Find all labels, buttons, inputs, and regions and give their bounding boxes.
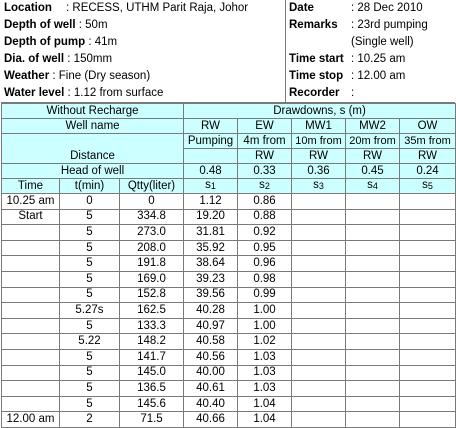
time-cell: 12.00 am <box>2 412 60 428</box>
qtty-cell: 0 <box>120 194 184 210</box>
time-cell <box>2 318 60 334</box>
s2-cell: 0.96 <box>238 256 292 272</box>
header-row-head <box>2 164 456 179</box>
label: Remarks <box>289 19 338 31</box>
s2-cell: 0.92 <box>238 225 292 241</box>
label: Weather <box>4 70 50 82</box>
s3-cell <box>292 334 346 350</box>
type-ow: 35m from <box>400 134 456 149</box>
time-cell <box>2 256 60 272</box>
time-cell <box>2 334 60 350</box>
s3-cell <box>292 396 346 412</box>
qtty-cell: 133.3 <box>120 318 184 334</box>
value: (Single well) <box>351 36 414 48</box>
value: : RECESS, UTHM Parit Raja, Johor <box>66 2 249 14</box>
s2-cell: 1.04 <box>238 396 292 412</box>
info-dia-well <box>1 51 285 68</box>
s5-cell <box>400 396 456 412</box>
info-date <box>286 0 455 17</box>
info-recorder <box>286 85 455 102</box>
s5-cell <box>400 349 456 365</box>
s-subscript: 1 <box>210 181 216 191</box>
type2-rw <box>184 149 238 164</box>
tmin-cell: 0 <box>60 194 120 210</box>
table-row <box>2 396 456 412</box>
s3-cell <box>292 240 346 256</box>
s2-cell: 1.03 <box>238 349 292 365</box>
value: : 23rd pumping <box>351 19 428 31</box>
tmin-cell: 5.27s <box>60 303 120 319</box>
s1-cell: 39.56 <box>184 287 238 303</box>
table-row <box>2 365 456 381</box>
s4-cell <box>346 349 400 365</box>
table-row <box>2 225 456 241</box>
table-row <box>2 256 456 272</box>
s4-cell <box>346 303 400 319</box>
info-right <box>286 0 455 102</box>
qtty-cell: 273.0 <box>120 225 184 241</box>
info-location <box>1 0 285 17</box>
head-mw1: 0.36 <box>292 164 346 179</box>
s1-cell: 40.40 <box>184 396 238 412</box>
qtty-cell: 162.5 <box>120 303 184 319</box>
s3-cell <box>292 256 346 272</box>
s4-cell <box>346 240 400 256</box>
table-row <box>2 412 456 428</box>
table-row <box>2 318 456 334</box>
s4-cell <box>346 225 400 241</box>
tmin-cell: 5 <box>60 287 120 303</box>
col-s3 <box>292 179 346 194</box>
s1-cell: 40.66 <box>184 412 238 428</box>
s3-cell <box>292 349 346 365</box>
s4-cell <box>346 396 400 412</box>
s-symbol: s <box>205 179 211 191</box>
label: Date <box>289 2 314 14</box>
drawdown-table <box>1 103 456 428</box>
well-ow: OW <box>400 119 456 134</box>
col-qtty: Qtty(liter) <box>120 179 184 194</box>
well-mw2: MW2 <box>346 119 400 134</box>
header-row-type-1 <box>2 134 456 149</box>
s3-cell <box>292 209 346 225</box>
without-recharge-cell: Without Recharge <box>2 104 184 119</box>
head-ew: 0.33 <box>238 164 292 179</box>
s5-cell <box>400 209 456 225</box>
qtty-cell: 208.0 <box>120 240 184 256</box>
s5-cell <box>400 365 456 381</box>
header-row-1 <box>2 104 456 119</box>
info-left <box>1 0 286 102</box>
s4-cell <box>346 194 400 210</box>
head-of-well-label: Head of well <box>2 164 184 179</box>
value: : 41m <box>88 36 118 48</box>
s5-cell <box>400 318 456 334</box>
type-ew: 4m from <box>238 134 292 149</box>
time-cell <box>2 303 60 319</box>
info-time-start <box>286 51 455 68</box>
qtty-cell: 141.7 <box>120 349 184 365</box>
s3-cell <box>292 271 346 287</box>
qtty-cell: 145.0 <box>120 365 184 381</box>
col-s5 <box>400 179 456 194</box>
head-mw2: 0.45 <box>346 164 400 179</box>
s3-cell <box>292 365 346 381</box>
s-symbol: s <box>259 179 265 191</box>
s5-cell <box>400 412 456 428</box>
s2-cell: 1.04 <box>238 412 292 428</box>
s3-cell <box>292 225 346 241</box>
s-subscript: 4 <box>372 181 378 191</box>
s3-cell <box>292 412 346 428</box>
head-ow: 0.24 <box>400 164 456 179</box>
time-cell <box>2 225 60 241</box>
data-body <box>2 194 456 428</box>
s2-cell: 1.03 <box>238 381 292 397</box>
s2-cell: 0.98 <box>238 271 292 287</box>
time-cell <box>2 349 60 365</box>
s5-cell <box>400 334 456 350</box>
time-cell <box>2 240 60 256</box>
s3-cell <box>292 381 346 397</box>
s5-cell <box>400 287 456 303</box>
s-subscript: 5 <box>427 181 433 191</box>
well-name-label: Well name <box>2 119 184 134</box>
tmin-cell: 5 <box>60 209 120 225</box>
s2-cell: 0.86 <box>238 194 292 210</box>
info-block <box>1 0 455 103</box>
type-rw: Pumping <box>184 134 238 149</box>
table-row <box>2 287 456 303</box>
s4-cell <box>346 209 400 225</box>
table-row <box>2 271 456 287</box>
col-s4 <box>346 179 400 194</box>
col-time: Time <box>2 179 60 194</box>
tmin-cell: 5 <box>60 381 120 397</box>
s2-cell: 1.00 <box>238 303 292 319</box>
type2-ow: RW <box>400 149 456 164</box>
qtty-cell: 191.8 <box>120 256 184 272</box>
s2-cell: 0.95 <box>238 240 292 256</box>
info-remarks-2 <box>286 34 455 51</box>
s4-cell <box>346 381 400 397</box>
table-row <box>2 349 456 365</box>
tmin-cell: 5 <box>60 240 120 256</box>
s2-cell: 1.00 <box>238 318 292 334</box>
tmin-cell: 5 <box>60 256 120 272</box>
s-symbol: s <box>422 179 428 191</box>
time-cell: Start <box>2 209 60 225</box>
label: Location <box>4 2 52 14</box>
s-symbol: s <box>313 179 319 191</box>
tmin-cell: 2 <box>60 412 120 428</box>
s1-cell: 38.64 <box>184 256 238 272</box>
type-mw1: 10m from <box>292 134 346 149</box>
time-cell: 10.25 am <box>2 194 60 210</box>
time-cell <box>2 271 60 287</box>
label: Dia. of well <box>4 53 65 65</box>
label: Depth of well <box>4 19 76 31</box>
info-time-stop <box>286 68 455 85</box>
s2-cell: 1.03 <box>238 365 292 381</box>
s5-cell <box>400 256 456 272</box>
s1-cell: 39.23 <box>184 271 238 287</box>
s-subscript: 3 <box>318 181 324 191</box>
time-cell <box>2 381 60 397</box>
value: : 50m <box>78 19 108 31</box>
s1-cell: 40.58 <box>184 334 238 350</box>
col-s1 <box>184 179 238 194</box>
tmin-cell: 5 <box>60 318 120 334</box>
info-water-level <box>1 85 285 102</box>
type2-mw2: RW <box>346 149 400 164</box>
s4-cell <box>346 334 400 350</box>
table-row <box>2 303 456 319</box>
col-tmin: t(min) <box>60 179 120 194</box>
s1-cell: 1.12 <box>184 194 238 210</box>
s-symbol: s <box>367 179 373 191</box>
table-row <box>2 240 456 256</box>
time-cell <box>2 365 60 381</box>
s1-cell: 40.28 <box>184 303 238 319</box>
qtty-cell: 136.5 <box>120 381 184 397</box>
s5-cell <box>400 271 456 287</box>
qtty-cell: 145.6 <box>120 396 184 412</box>
s1-cell: 40.61 <box>184 381 238 397</box>
label: Water level <box>4 87 65 99</box>
label: Depth of pump <box>4 36 86 48</box>
value: : 10.25 am <box>351 53 406 65</box>
value: : 1.12 from surface <box>67 87 164 99</box>
qtty-cell: 169.0 <box>120 271 184 287</box>
s1-cell: 31.81 <box>184 225 238 241</box>
s5-cell <box>400 303 456 319</box>
qtty-cell: 71.5 <box>120 412 184 428</box>
tmin-cell: 5 <box>60 396 120 412</box>
tmin-cell: 5 <box>60 349 120 365</box>
s1-cell: 40.97 <box>184 318 238 334</box>
distance-label: Distance <box>2 134 184 164</box>
s1-cell: 35.92 <box>184 240 238 256</box>
time-cell <box>2 396 60 412</box>
info-weather <box>1 68 285 85</box>
table-row <box>2 381 456 397</box>
value: : 12.00 am <box>351 70 406 82</box>
info-depth-pump <box>1 34 285 51</box>
label: Time start <box>289 53 344 65</box>
s2-cell: 0.99 <box>238 287 292 303</box>
pumping-test-sheet <box>1 0 455 428</box>
label: Time stop <box>289 70 344 82</box>
tmin-cell: 5.22 <box>60 334 120 350</box>
drawdowns-cell: Drawdowns, s (m) <box>184 104 456 119</box>
s1-cell: 40.00 <box>184 365 238 381</box>
qtty-cell: 152.8 <box>120 287 184 303</box>
s-subscript: 2 <box>264 181 270 191</box>
s2-cell: 1.02 <box>238 334 292 350</box>
qtty-cell: 334.8 <box>120 209 184 225</box>
s5-cell <box>400 381 456 397</box>
s2-cell: 0.88 <box>238 209 292 225</box>
well-ew: EW <box>238 119 292 134</box>
time-cell <box>2 287 60 303</box>
type-mw2: 20m from <box>346 134 400 149</box>
label: Recorder <box>289 87 340 99</box>
s1-cell: 40.56 <box>184 349 238 365</box>
tmin-cell: 5 <box>60 365 120 381</box>
head-rw: 0.48 <box>184 164 238 179</box>
s4-cell <box>346 318 400 334</box>
s5-cell <box>400 194 456 210</box>
header-row-well-name <box>2 119 456 134</box>
tmin-cell: 5 <box>60 225 120 241</box>
well-mw1: MW1 <box>292 119 346 134</box>
table-row <box>2 194 456 210</box>
s4-cell <box>346 271 400 287</box>
s1-cell: 19.20 <box>184 209 238 225</box>
qtty-cell: 148.2 <box>120 334 184 350</box>
s4-cell <box>346 256 400 272</box>
s4-cell <box>346 365 400 381</box>
s4-cell <box>346 287 400 303</box>
s4-cell <box>346 412 400 428</box>
s3-cell <box>292 303 346 319</box>
s3-cell <box>292 318 346 334</box>
info-depth-well <box>1 17 285 34</box>
s3-cell <box>292 194 346 210</box>
header-row-columns <box>2 179 456 194</box>
table-row <box>2 209 456 225</box>
value: : Fine (Dry season) <box>52 70 151 82</box>
type2-mw1: RW <box>292 149 346 164</box>
value: : 28 Dec 2010 <box>351 2 423 14</box>
table-row <box>2 334 456 350</box>
s5-cell <box>400 240 456 256</box>
s3-cell <box>292 287 346 303</box>
type2-ew: RW <box>238 149 292 164</box>
info-remarks <box>286 17 455 34</box>
s5-cell <box>400 225 456 241</box>
tmin-cell: 5 <box>60 271 120 287</box>
well-rw: RW <box>184 119 238 134</box>
col-s2 <box>238 179 292 194</box>
value: : <box>351 87 355 99</box>
value: : 150mm <box>67 53 113 65</box>
